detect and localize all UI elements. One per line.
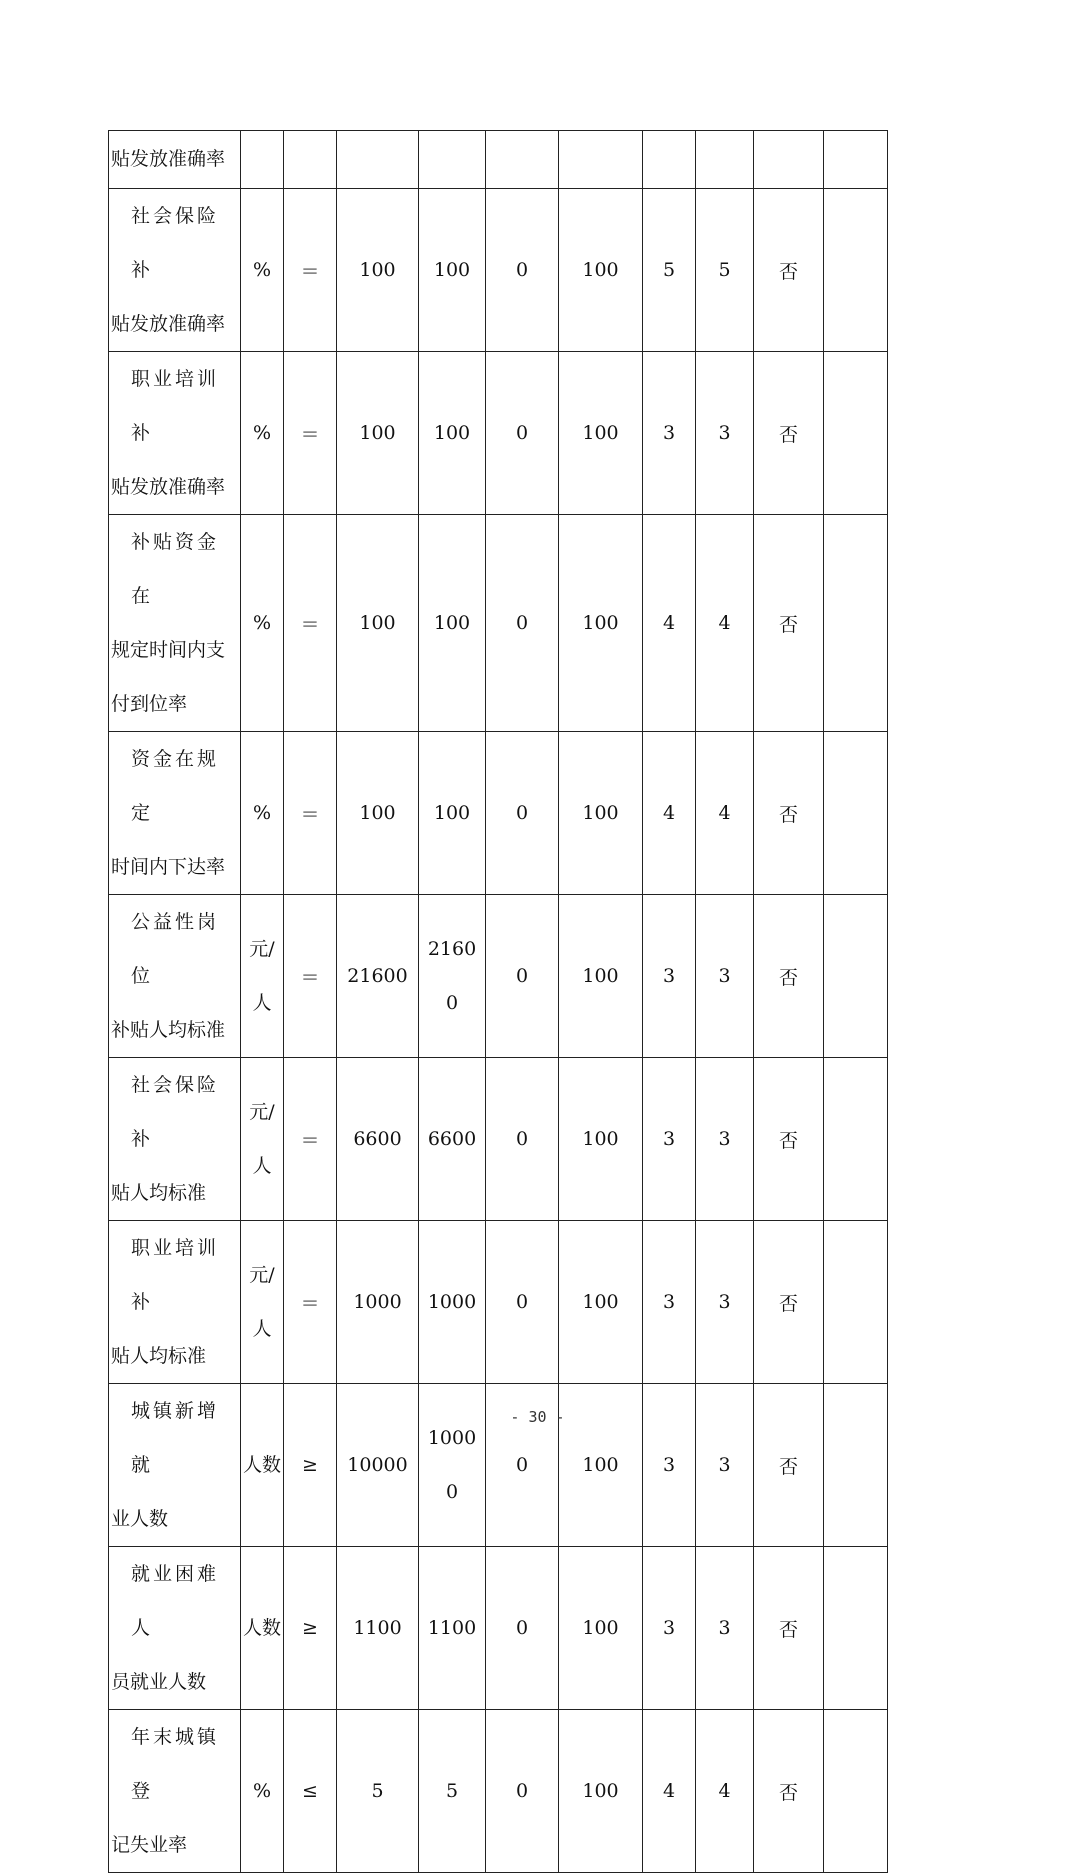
indicator-name-line: 规定时间内支 <box>111 639 226 661</box>
remark-cell <box>824 1710 888 1873</box>
performance-indicator-table <box>108 130 888 1873</box>
unit-cell-line: % <box>252 259 272 281</box>
unit-cell <box>241 1058 284 1221</box>
actual-value-cell-line: 1000 <box>427 1427 477 1449</box>
actual-value-cell-line: 0 <box>445 1481 459 1503</box>
score-cell: 4 <box>696 515 754 732</box>
indicator-name-cell <box>109 732 241 895</box>
target-value-cell-line: 6600 <box>353 1128 402 1150</box>
unit-cell-line: % <box>252 802 272 824</box>
unit-cell <box>241 352 284 515</box>
unit-cell-line: 元/ <box>249 1101 275 1123</box>
target-value-cell <box>337 189 419 352</box>
unit-cell <box>241 515 284 732</box>
unit-cell-line: 元/ <box>249 1264 275 1286</box>
actual-value-cell-line: 100 <box>433 802 471 824</box>
weight-cell: 4 <box>643 732 696 895</box>
operator-cell: ＝ <box>284 189 337 352</box>
indicator-name-line: 补贴资金在 <box>131 531 220 607</box>
unit-cell-line: 人 <box>252 992 272 1014</box>
target-value-cell-line: 1000 <box>353 1291 402 1313</box>
indicator-name-line: 年末城镇登 <box>131 1726 220 1802</box>
actual-value-cell-line: 1000 <box>427 1291 477 1313</box>
remark-cell <box>824 189 888 352</box>
page-number: - 30 - <box>510 1408 565 1426</box>
actual-value-cell-line: 5 <box>445 1780 459 1802</box>
indicator-name-cell <box>109 515 241 732</box>
actual-value-cell-line: 1100 <box>427 1617 477 1639</box>
indicator-name-cell <box>109 1710 241 1873</box>
target-value-cell-line: 100 <box>359 422 396 444</box>
target-value-cell <box>337 515 419 732</box>
target-value-cell <box>337 732 419 895</box>
target-value-cell <box>337 1547 419 1710</box>
unit-cell <box>241 189 284 352</box>
indicator-name-cell <box>109 1058 241 1221</box>
operator-cell: ≥ <box>284 1547 337 1710</box>
indicator-name-line: 贴发放准确率 <box>111 148 226 170</box>
indicator-name-line: 社会保险补 <box>131 1074 220 1150</box>
weight-cell: 3 <box>643 352 696 515</box>
deviation-cell: 0 <box>486 515 559 732</box>
table-row <box>109 1710 888 1873</box>
indicator-name-line: 贴发放准确率 <box>111 476 226 498</box>
actual-value-cell-line: 0 <box>445 992 459 1014</box>
operator-cell: ＝ <box>284 1058 337 1221</box>
table-row <box>109 515 888 732</box>
score-cell: 3 <box>696 1058 754 1221</box>
indicator-name-line: 社会保险补 <box>131 205 220 281</box>
unit-cell <box>241 131 284 189</box>
unit-cell <box>241 1710 284 1873</box>
operator-cell: ＝ <box>284 732 337 895</box>
indicator-name-line: 公益性岗位 <box>131 911 220 987</box>
target-value-cell-line: 1100 <box>353 1617 402 1639</box>
deviation-cell: 0 <box>486 1547 559 1710</box>
target-value-cell-line: 100 <box>359 259 396 281</box>
flag-cell: 否 <box>754 189 824 352</box>
indicator-name-line: 贴人均标准 <box>111 1182 207 1204</box>
operator-cell: ≤ <box>284 1710 337 1873</box>
weight-cell: 5 <box>643 189 696 352</box>
remark-cell <box>824 732 888 895</box>
table-row <box>109 352 888 515</box>
target-value-cell <box>337 1058 419 1221</box>
flag-cell: 否 <box>754 895 824 1058</box>
operator-cell: ≥ <box>284 1384 337 1547</box>
deviation-cell: 0 <box>486 1221 559 1384</box>
weight-cell: 4 <box>643 515 696 732</box>
target-value-cell <box>337 895 419 1058</box>
target-value-cell <box>337 1221 419 1384</box>
indicator-name-cell <box>109 1547 241 1710</box>
remark-cell <box>824 1547 888 1710</box>
weight-cell: 3 <box>643 1221 696 1384</box>
indicator-name-line: 付到位率 <box>111 693 188 715</box>
unit-cell <box>241 895 284 1058</box>
score-cell: 3 <box>696 1547 754 1710</box>
weight-cell: 4 <box>643 1710 696 1873</box>
operator-cell: ＝ <box>284 1221 337 1384</box>
deviation-cell: 0 <box>486 189 559 352</box>
target-value-cell <box>337 1710 419 1873</box>
deviation-cell: 0 <box>486 352 559 515</box>
score-cell: 4 <box>696 1710 754 1873</box>
table-row <box>109 131 888 189</box>
unit-cell <box>241 732 284 895</box>
indicator-name-line: 记失业率 <box>111 1834 188 1856</box>
indicator-name-line: 城镇新增就 <box>131 1400 220 1476</box>
unit-cell-line: 人 <box>252 1155 272 1177</box>
score-ratio-cell: 100 <box>559 1058 643 1221</box>
remark-cell <box>824 515 888 732</box>
remark-cell <box>824 1058 888 1221</box>
actual-value-cell <box>419 895 486 1058</box>
actual-value-cell-line: 6600 <box>427 1128 477 1150</box>
flag-cell: 否 <box>754 1384 824 1547</box>
table-row <box>109 1547 888 1710</box>
actual-value-cell <box>419 515 486 732</box>
actual-value-cell-line: 100 <box>433 422 471 444</box>
target-value-cell-line: 5 <box>371 1780 384 1802</box>
remark-cell <box>824 1221 888 1384</box>
weight-cell: 3 <box>643 1547 696 1710</box>
indicator-name-line: 贴人均标准 <box>111 1345 207 1367</box>
weight-cell <box>643 131 696 189</box>
score-cell: 4 <box>696 732 754 895</box>
indicator-name-line: 职业培训补 <box>131 368 220 444</box>
score-ratio-cell: 100 <box>559 1710 643 1873</box>
deviation-cell: 0 <box>486 1384 559 1547</box>
operator-cell <box>284 131 337 189</box>
indicator-name-line: 员就业人数 <box>111 1671 207 1693</box>
indicator-name-line: 贴发放准确率 <box>111 313 226 335</box>
target-value-cell-line: 21600 <box>347 965 408 987</box>
score-ratio-cell: 100 <box>559 895 643 1058</box>
table-body <box>109 131 888 1873</box>
remark-cell <box>824 131 888 189</box>
table-row <box>109 1221 888 1384</box>
deviation-cell: 0 <box>486 1710 559 1873</box>
unit-cell-line: 人数 <box>242 1454 281 1476</box>
unit-cell <box>241 1221 284 1384</box>
deviation-cell: 0 <box>486 732 559 895</box>
actual-value-cell <box>419 1547 486 1710</box>
actual-value-cell <box>419 1058 486 1221</box>
indicator-name-line: 职业培训补 <box>131 1237 220 1313</box>
actual-value-cell <box>419 189 486 352</box>
actual-value-cell <box>419 1221 486 1384</box>
score-cell: 3 <box>696 1384 754 1547</box>
flag-cell: 否 <box>754 1058 824 1221</box>
indicator-name-cell <box>109 189 241 352</box>
score-ratio-cell: 100 <box>559 515 643 732</box>
actual-value-cell-line: 100 <box>433 612 471 634</box>
operator-cell: ＝ <box>284 895 337 1058</box>
remark-cell <box>824 895 888 1058</box>
unit-cell-line: % <box>252 422 272 444</box>
deviation-cell: 0 <box>486 1058 559 1221</box>
flag-cell: 否 <box>754 1221 824 1384</box>
score-ratio-cell: 100 <box>559 1384 643 1547</box>
indicator-name-line: 业人数 <box>111 1508 169 1530</box>
target-value-cell-line: 100 <box>359 612 396 634</box>
flag-cell: 否 <box>754 1547 824 1710</box>
indicator-name-cell <box>109 895 241 1058</box>
flag-cell: 否 <box>754 1710 824 1873</box>
score-ratio-cell: 100 <box>559 189 643 352</box>
table-row <box>109 1058 888 1221</box>
remark-cell <box>824 352 888 515</box>
unit-cell-line: 元/ <box>249 938 275 960</box>
indicator-name-cell <box>109 131 241 189</box>
indicator-name-line: 时间内下达率 <box>111 856 226 878</box>
unit-cell-line: % <box>252 612 272 634</box>
target-value-cell <box>337 131 419 189</box>
actual-value-cell-line: 2160 <box>427 938 477 960</box>
score-ratio-cell: 100 <box>559 1221 643 1384</box>
target-value-cell-line: 100 <box>359 802 396 824</box>
weight-cell: 3 <box>643 1058 696 1221</box>
score-cell <box>696 131 754 189</box>
indicator-name-line: 就业困难人 <box>131 1563 220 1639</box>
table-row <box>109 895 888 1058</box>
score-ratio-cell: 100 <box>559 732 643 895</box>
flag-cell: 否 <box>754 352 824 515</box>
deviation-cell: 0 <box>486 895 559 1058</box>
actual-value-cell <box>419 352 486 515</box>
unit-cell-line: % <box>252 1780 272 1802</box>
indicator-name-line: 补贴人均标准 <box>111 1019 226 1041</box>
table-row <box>109 732 888 895</box>
indicator-name-cell <box>109 352 241 515</box>
weight-cell: 3 <box>643 1384 696 1547</box>
target-value-cell <box>337 352 419 515</box>
flag-cell: 否 <box>754 732 824 895</box>
target-value-cell-line: 10000 <box>347 1454 408 1476</box>
score-ratio-cell: 100 <box>559 352 643 515</box>
indicator-name-cell <box>109 1221 241 1384</box>
score-ratio-cell <box>559 131 643 189</box>
actual-value-cell <box>419 131 486 189</box>
score-ratio-cell: 100 <box>559 1547 643 1710</box>
operator-cell: ＝ <box>284 352 337 515</box>
actual-value-cell <box>419 732 486 895</box>
indicator-name-line: 资金在规定 <box>131 748 220 824</box>
unit-cell-line: 人数 <box>242 1617 281 1639</box>
deviation-cell <box>486 131 559 189</box>
flag-cell <box>754 131 824 189</box>
unit-cell <box>241 1547 284 1710</box>
score-cell: 3 <box>696 895 754 1058</box>
operator-cell: ＝ <box>284 515 337 732</box>
weight-cell: 3 <box>643 895 696 1058</box>
unit-cell-line: 人 <box>252 1318 272 1340</box>
table-row <box>109 189 888 352</box>
actual-value-cell <box>419 1710 486 1873</box>
flag-cell: 否 <box>754 515 824 732</box>
score-cell: 3 <box>696 1221 754 1384</box>
actual-value-cell-line: 100 <box>433 259 471 281</box>
score-cell: 5 <box>696 189 754 352</box>
score-cell: 3 <box>696 352 754 515</box>
